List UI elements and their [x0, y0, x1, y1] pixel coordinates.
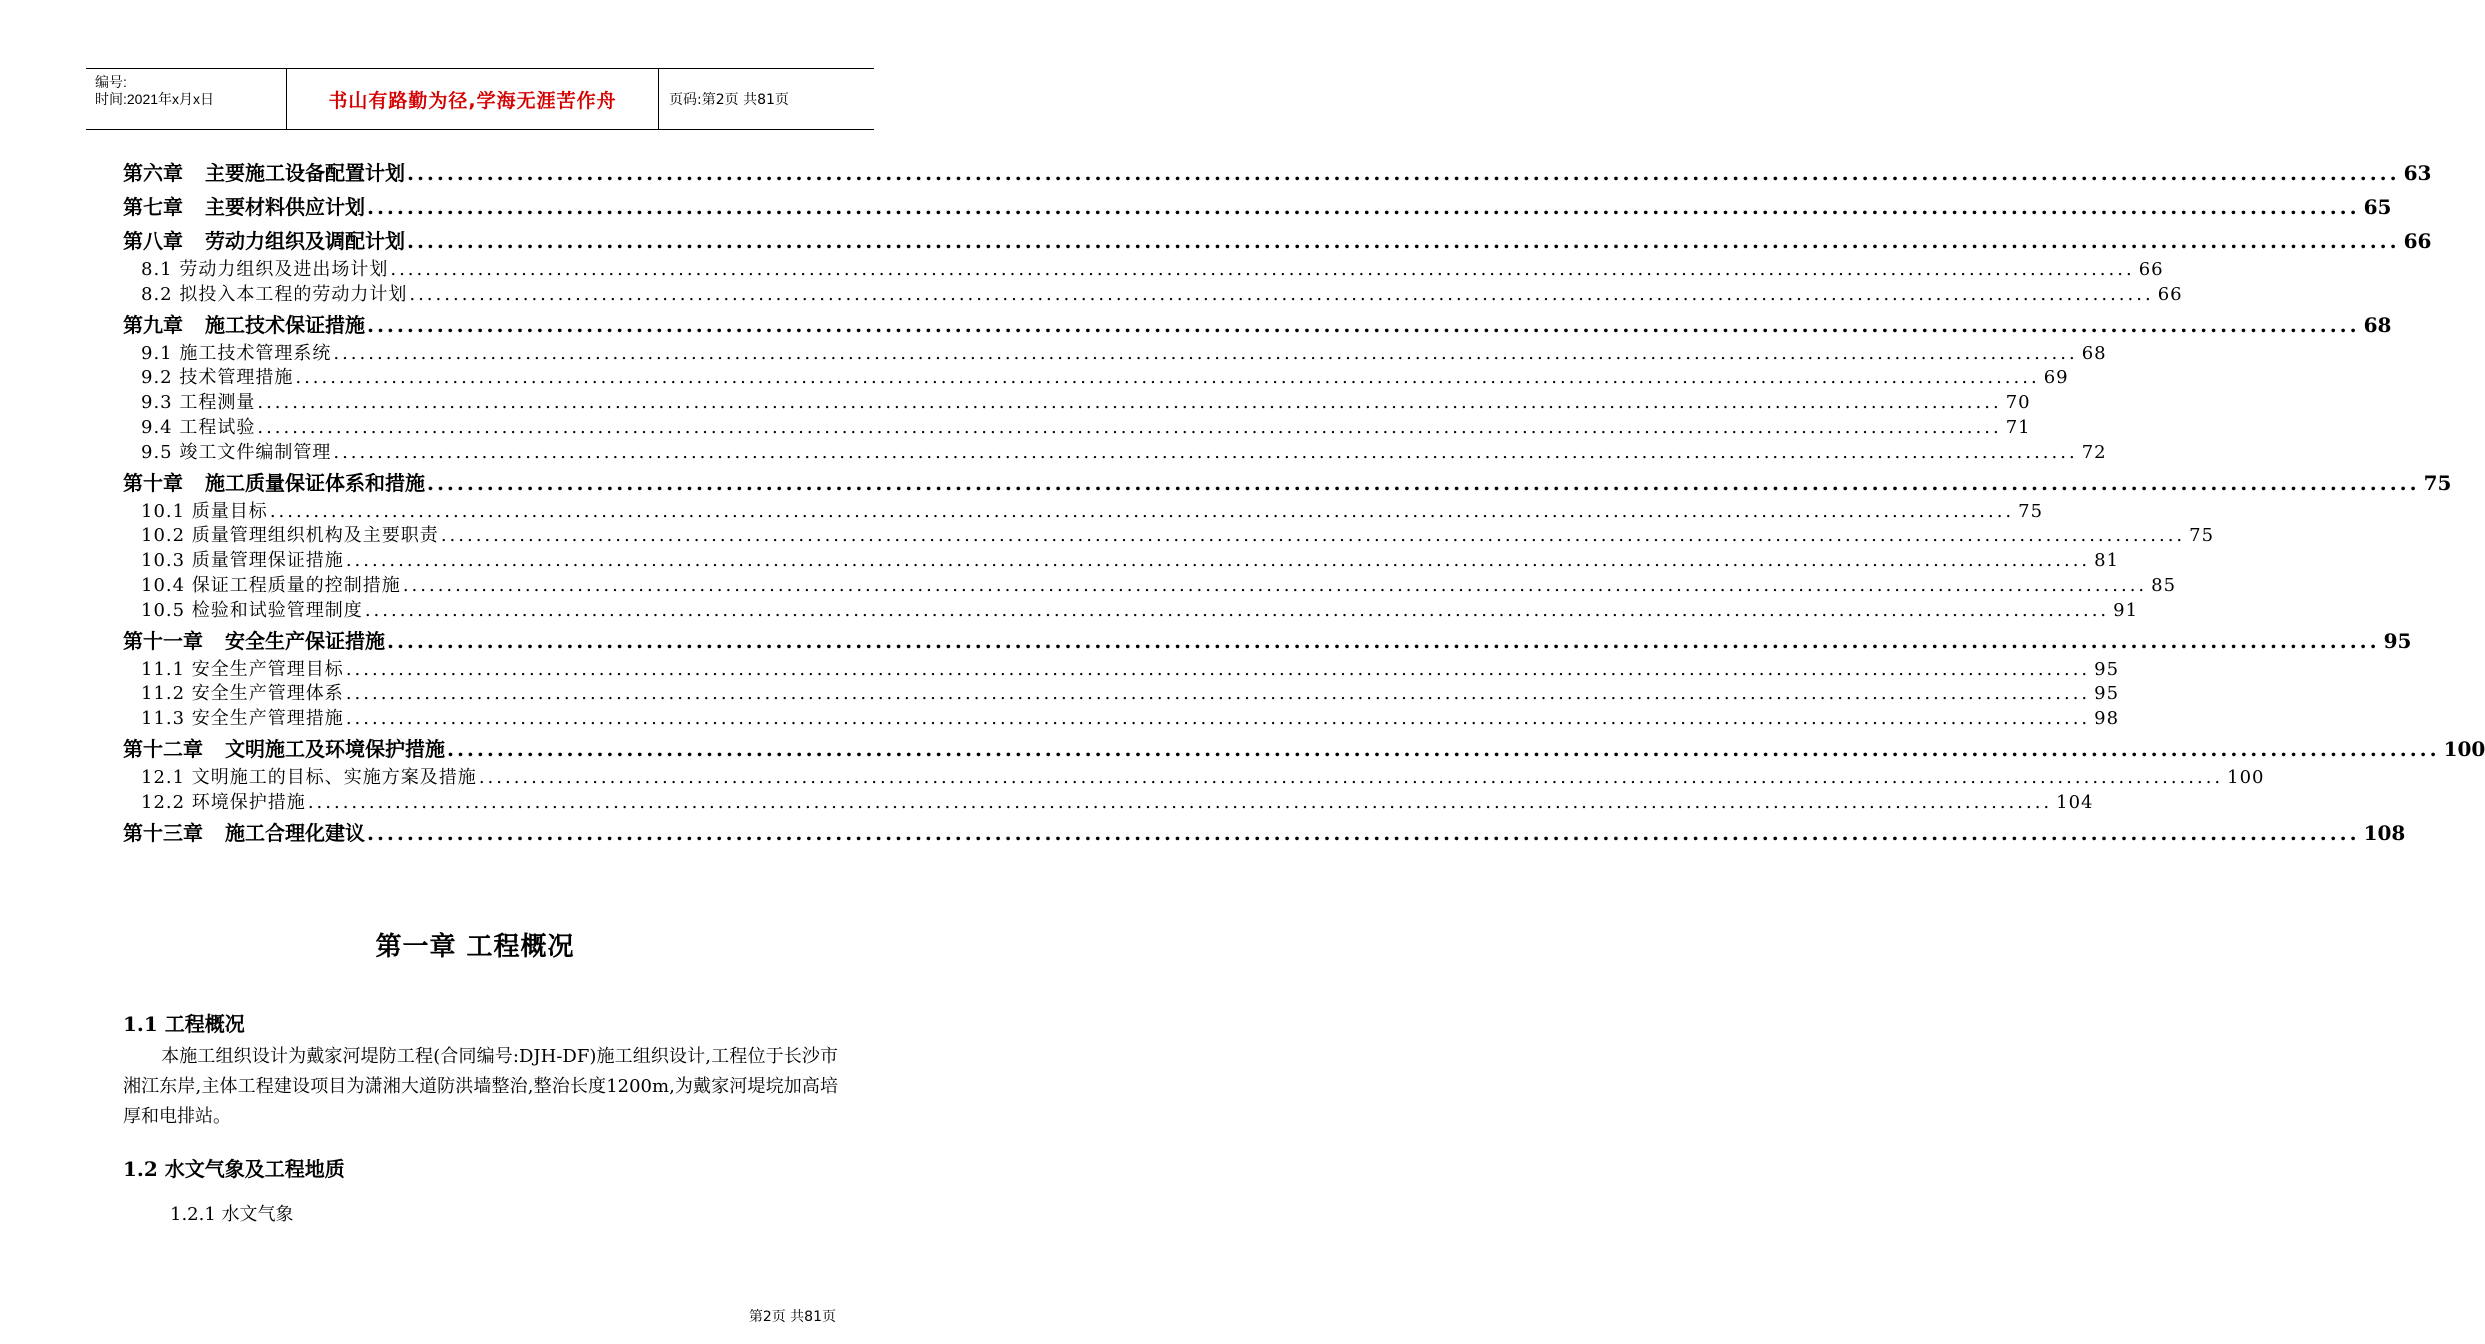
toc-page-number: 63 — [2403, 161, 2432, 185]
toc-chapter-row[interactable] — [123, 466, 2452, 500]
body-paragraph — [123, 1042, 838, 1132]
toc-entry-label — [123, 466, 427, 500]
toc-entry-label — [123, 816, 367, 850]
toc-chapter-number: 第十三章 — [123, 820, 203, 845]
toc-entry-title: 劳动力组织及调配计划 — [205, 229, 405, 253]
toc-leader-dots: ........................................................................................................................................................................................................ — [364, 599, 2110, 621]
table-of-contents — [123, 156, 2485, 850]
toc-chapter-number: 第八章 — [123, 229, 183, 253]
toc-entry-title: 10.2 质量管理组织机构及主要职责 — [141, 525, 439, 547]
toc-entry-label — [141, 416, 257, 441]
toc-entry-title: 12.2 环境保护措施 — [141, 791, 306, 813]
toc-section-row[interactable] — [123, 391, 2031, 416]
toc-entry-label — [141, 658, 346, 683]
toc-section-row[interactable] — [123, 258, 2164, 283]
toc-chapter-number: 第七章 — [123, 195, 183, 219]
chapter-title: 第一章 工程概况 — [375, 932, 575, 962]
toc-entry-label — [141, 574, 403, 599]
toc-page-number: 75 — [2018, 500, 2044, 522]
toc-entry-title: 主要施工设备配置计划 — [205, 161, 405, 185]
toc-page-number: 66 — [2403, 229, 2432, 253]
toc-entry-label — [123, 732, 447, 766]
toc-page-number: 98 — [2094, 708, 2120, 730]
toc-leader-dots: ........................................................................................................................................................................................................ — [257, 392, 2002, 414]
toc-entry-label — [141, 549, 346, 574]
toc-section-row[interactable] — [123, 342, 2107, 367]
toc-leader-dots: ........................................................................................................................................................................................................ — [367, 820, 2360, 845]
toc-page-number: 66 — [2157, 283, 2183, 305]
toc-section-row[interactable] — [123, 283, 2183, 308]
toc-entry-title: 施工技术保证措施 — [205, 312, 365, 337]
page-footer: 第2页 共81页 — [748, 1309, 836, 1325]
toc-leader-dots: ........................................................................................................................................................................................................ — [367, 195, 2360, 219]
toc-page-number: 108 — [2363, 820, 2406, 845]
toc-page-number: 85 — [2151, 574, 2177, 596]
toc-entry-label — [141, 791, 308, 816]
toc-entry-label — [141, 524, 441, 549]
toc-entry-title: 施工合理化建议 — [225, 820, 365, 845]
toc-entry-title: 11.1 安全生产管理目标 — [141, 658, 344, 680]
toc-section-row[interactable] — [123, 682, 2120, 707]
toc-leader-dots: ........................................................................................................................................................................................................ — [409, 283, 2154, 305]
toc-leader-dots: ........................................................................................................................................................................................................ — [390, 259, 2135, 280]
toc-chapter-row[interactable] — [123, 156, 2432, 190]
toc-leader-dots: ........................................................................................................................................................................................................ — [447, 736, 2440, 761]
section-heading-1-1: 1.1 工程概况 — [123, 1012, 245, 1036]
toc-page-number: 69 — [2043, 367, 2069, 389]
subsection-heading-1-2-1: 1.2.1 水文气象 — [170, 1204, 294, 1225]
toc-leader-dots: ........................................................................................................................................................................................................ — [333, 441, 2078, 463]
toc-leader-dots: ........................................................................................................................................................................................................ — [407, 161, 2400, 185]
time-label: 时间:2021年x月x日 — [95, 91, 215, 107]
toc-section-row[interactable] — [123, 574, 2177, 599]
toc-entry-label — [141, 682, 346, 707]
toc-entry-title: 10.1 质量目标 — [141, 500, 268, 522]
toc-entry-label — [141, 283, 409, 308]
toc-page-number: 65 — [2363, 195, 2392, 219]
toc-entry-title: 9.5 竣工文件编制管理 — [141, 441, 332, 463]
toc-page-number: 75 — [2423, 470, 2452, 495]
toc-entry-title: 11.2 安全生产管理体系 — [141, 683, 344, 705]
toc-leader-dots: ........................................................................................................................................................................................................ — [407, 229, 2400, 253]
toc-section-row[interactable] — [123, 549, 2120, 574]
toc-page-number: 95 — [2383, 628, 2412, 653]
section-heading-1-2: 1.2 水文气象及工程地质 — [123, 1157, 345, 1181]
toc-section-row[interactable] — [123, 707, 2120, 732]
serial-label: 编号: — [95, 74, 127, 90]
toc-leader-dots: ........................................................................................................................................................................................................ — [345, 550, 2091, 572]
toc-entry-label — [141, 500, 270, 525]
toc-leader-dots: ........................................................................................................................................................................................................ — [345, 658, 2091, 680]
toc-leader-dots: ........................................................................................................................................................................................................ — [478, 766, 2224, 788]
toc-chapter-number: 第十二章 — [123, 736, 203, 761]
toc-page-number: 95 — [2094, 658, 2120, 680]
toc-entry-label — [123, 624, 387, 658]
toc-entry-title: 12.1 文明施工的目标、实施方案及措施 — [141, 766, 477, 788]
toc-entry-title: 9.4 工程试验 — [141, 416, 256, 438]
toc-chapter-row[interactable] — [123, 624, 2412, 658]
toc-entry-title: 9.1 施工技术管理系统 — [141, 342, 332, 364]
toc-leader-dots: ........................................................................................................................................................................................................ — [257, 416, 2002, 438]
toc-page-number: 104 — [2056, 791, 2094, 813]
toc-leader-dots: ........................................................................................................................................................................................................ — [440, 525, 2186, 547]
toc-entry-label — [123, 224, 407, 258]
toc-entry-label — [141, 766, 479, 791]
header-page-info: 页码:第2页 共81页 — [669, 92, 789, 108]
toc-chapter-number: 第十一章 — [123, 628, 203, 653]
toc-chapter-number: 第六章 — [123, 161, 183, 185]
toc-entry-title: 主要材料供应计划 — [205, 195, 365, 219]
toc-leader-dots: ........................................................................................................................................................................................................ — [345, 708, 2091, 730]
toc-chapter-row[interactable] — [123, 732, 2485, 766]
toc-entry-label — [141, 342, 333, 367]
toc-section-row[interactable] — [123, 599, 2139, 624]
toc-entry-title: 文明施工及环境保护措施 — [225, 736, 445, 761]
toc-section-row[interactable] — [123, 524, 2215, 549]
toc-entry-title: 安全生产保证措施 — [225, 628, 385, 653]
toc-entry-label — [123, 308, 367, 342]
toc-entry-title: 10.4 保证工程质量的控制措施 — [141, 574, 401, 596]
toc-entry-title: 8.2 拟投入本工程的劳动力计划 — [141, 283, 408, 305]
page-header — [86, 68, 874, 130]
toc-chapter-row[interactable] — [123, 224, 2432, 258]
toc-page-number: 100 — [2227, 766, 2265, 788]
toc-page-number: 68 — [2081, 342, 2107, 364]
toc-entry-label — [141, 391, 257, 416]
toc-leader-dots: ........................................................................................................................................................................................................ — [295, 367, 2040, 389]
toc-page-number: 81 — [2094, 550, 2120, 572]
toc-leader-dots: ........................................................................................................................................................................................................ — [307, 791, 2053, 813]
toc-section-row[interactable] — [123, 441, 2107, 466]
toc-page-number: 72 — [2081, 441, 2107, 463]
toc-leader-dots: ........................................................................................................................................................................................................ — [402, 574, 2148, 596]
toc-section-row[interactable] — [123, 658, 2120, 683]
toc-page-number: 75 — [2189, 525, 2215, 547]
toc-entry-label — [141, 366, 295, 391]
toc-page-number: 95 — [2094, 683, 2120, 705]
toc-leader-dots: ........................................................................................................................................................................................................ — [345, 683, 2091, 705]
toc-section-row[interactable] — [123, 791, 2094, 816]
toc-entry-label — [141, 441, 333, 466]
toc-page-number: 91 — [2113, 599, 2139, 621]
toc-entry-label — [141, 707, 346, 732]
toc-chapter-number: 第九章 — [123, 312, 183, 337]
toc-leader-dots: ........................................................................................................................................................................................................ — [333, 342, 2078, 364]
header-motto: 书山有路勤为径,学海无涯苦作舟 — [286, 69, 659, 129]
toc-entry-label — [141, 258, 390, 283]
toc-entry-title: 11.3 安全生产管理措施 — [141, 708, 344, 730]
toc-page-number: 100 — [2443, 736, 2485, 761]
toc-entry-title: 施工质量保证体系和措施 — [205, 470, 425, 495]
toc-leader-dots: ........................................................................................................................................................................................................ — [387, 628, 2380, 653]
toc-chapter-number: 第十章 — [123, 470, 183, 495]
toc-section-row[interactable] — [123, 766, 2265, 791]
toc-chapter-row[interactable] — [123, 816, 2406, 850]
toc-entry-label — [123, 190, 367, 224]
toc-chapter-row[interactable] — [123, 190, 2392, 224]
toc-page-number: 66 — [2138, 259, 2164, 280]
toc-entry-title: 9.2 技术管理措施 — [141, 367, 294, 389]
toc-section-row[interactable] — [123, 416, 2031, 441]
toc-entry-title: 9.3 工程测量 — [141, 392, 256, 414]
toc-entry-title: 10.3 质量管理保证措施 — [141, 550, 344, 572]
paragraph-text: 本施工组织设计为戴家河堤防工程(合同编号:DJH-DF)施工组织设计,工程位于长沙市湘江东岸,主体工程建设项目为潇湘大道防洪墙整治,整治长度1200m,为戴家河堤垸加高培厚和电排站。 — [123, 1046, 838, 1127]
toc-page-number: 71 — [2005, 416, 2031, 438]
toc-section-row[interactable] — [123, 500, 2044, 525]
toc-entry-label — [141, 599, 365, 624]
toc-entry-label — [123, 156, 407, 190]
toc-section-row[interactable] — [123, 366, 2069, 391]
toc-page-number: 70 — [2005, 392, 2031, 414]
toc-leader-dots: ........................................................................................................................................................................................................ — [427, 470, 2420, 495]
toc-chapter-row[interactable] — [123, 308, 2392, 342]
toc-entry-title: 10.5 检验和试验管理制度 — [141, 599, 363, 621]
toc-leader-dots: ........................................................................................................................................................................................................ — [269, 500, 2015, 522]
toc-entry-title: 8.1 劳动力组织及进出场计划 — [141, 259, 389, 280]
header-meta — [86, 69, 286, 129]
toc-leader-dots: ........................................................................................................................................................................................................ — [367, 312, 2360, 337]
toc-page-number: 68 — [2363, 312, 2392, 337]
